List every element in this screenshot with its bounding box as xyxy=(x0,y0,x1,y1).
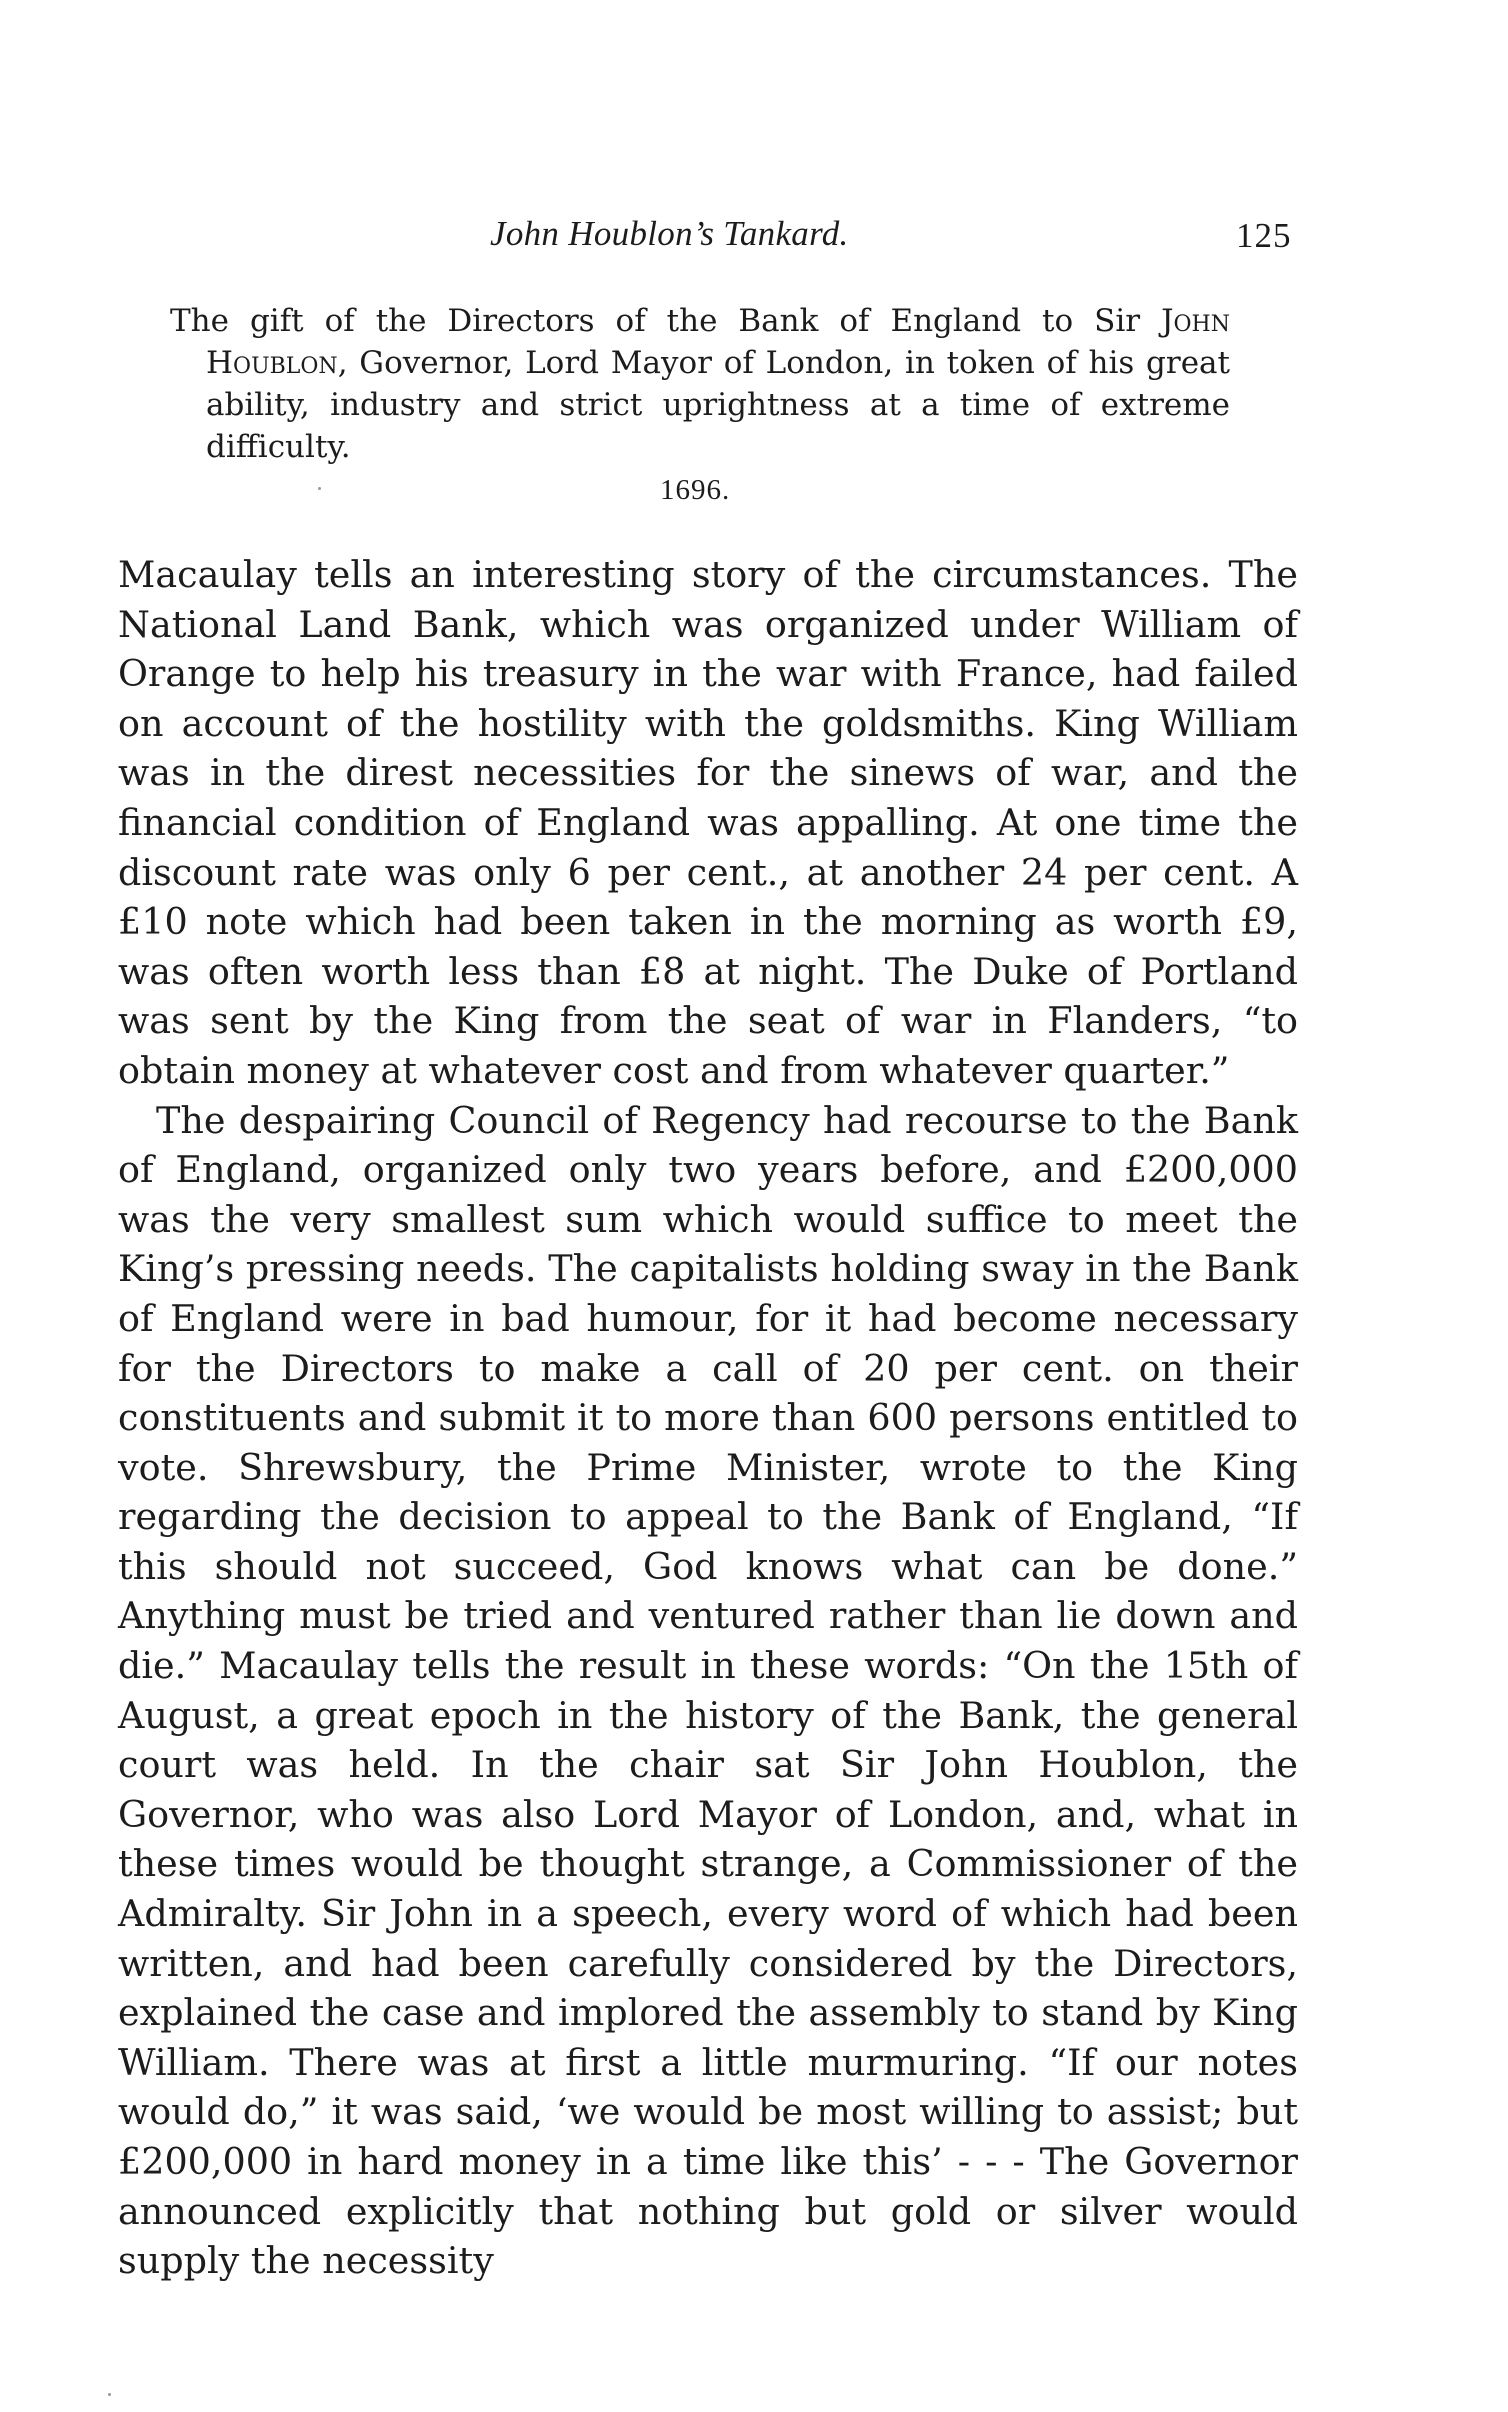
inscription-text-before: The gift of the Directors of the Bank of England to Sir xyxy=(170,303,1162,339)
tankard-inscription xyxy=(170,300,1230,468)
running-title: John Houblon’s Tankard. xyxy=(490,214,849,253)
paragraph-2: The despairing Council of Regency had recourse to the Bank of England, organized only two years before, and £200,000 was the very smallest sum which would suffice to meet the King’s pressing needs. The capitalists holding sway in the Bank of England were in bad humour, for it had become necessary for the Directors to make a call of 20 per cent. on their constituents and submit it to more than 600 persons entitled to vote. Shrewsbury, the Prime Minister, wrote to the King regarding the decision to appeal to the Bank of England, “If this should not succeed, God knows what can be done.” Anything must be tried and ventured rather than lie down and die.” Macaulay tells the result in these words: “On the 15th of August, a great epoch in the history of the Bank, the general court was held. In the chair sat Sir John Houblon, the Governor, who was also Lord Mayor of London, and, what in these times would be thought strange, a Commissioner of the Admiralty. Sir John in a speech, every word of which had been written, and had been carefully considered by the Directors, explained the case and implored the assembly to stand by King William. There was at first a little murmuring. “If our notes would do,” it was said, ‘we would be most willing to assist; but £200,000 in hard money in a time like this’ - - - The Governor announced explicitly that nothing but gold or silver would supply the necessity xyxy=(118,1098,1298,2283)
paper-speck xyxy=(108,2393,111,2396)
body-text xyxy=(118,550,1298,2286)
page-number: 125 xyxy=(1236,216,1292,255)
inscription-text-after: , Governor, Lord Mayor of London, in token of his great ability, industry and strict uprightness at a time of extreme difficulty. xyxy=(206,345,1230,465)
paper-speck xyxy=(318,487,321,490)
paragraph-1: Macaulay tells an interesting story of the circumstances. The National Land Bank, which was organized under William of Orange to help his treasury in the war with France, had failed on account of the hostility with the goldsmiths. King William was in the direst necessities for the sinews of war, and the financial condition of England was appalling. At one time the discount rate was only 6 per cent., at another 24 per cent. A £10 note which had been taken in the morning as worth £9, was often worth less than £8 at night. The Duke of Portland was sent by the King from the seat of war in Flanders, “to obtain money at whatever cost and from whatever quarter.” xyxy=(118,553,1298,1092)
inscription-name: John Houblon xyxy=(206,303,1230,381)
inscription-year: 1696. xyxy=(660,474,731,506)
